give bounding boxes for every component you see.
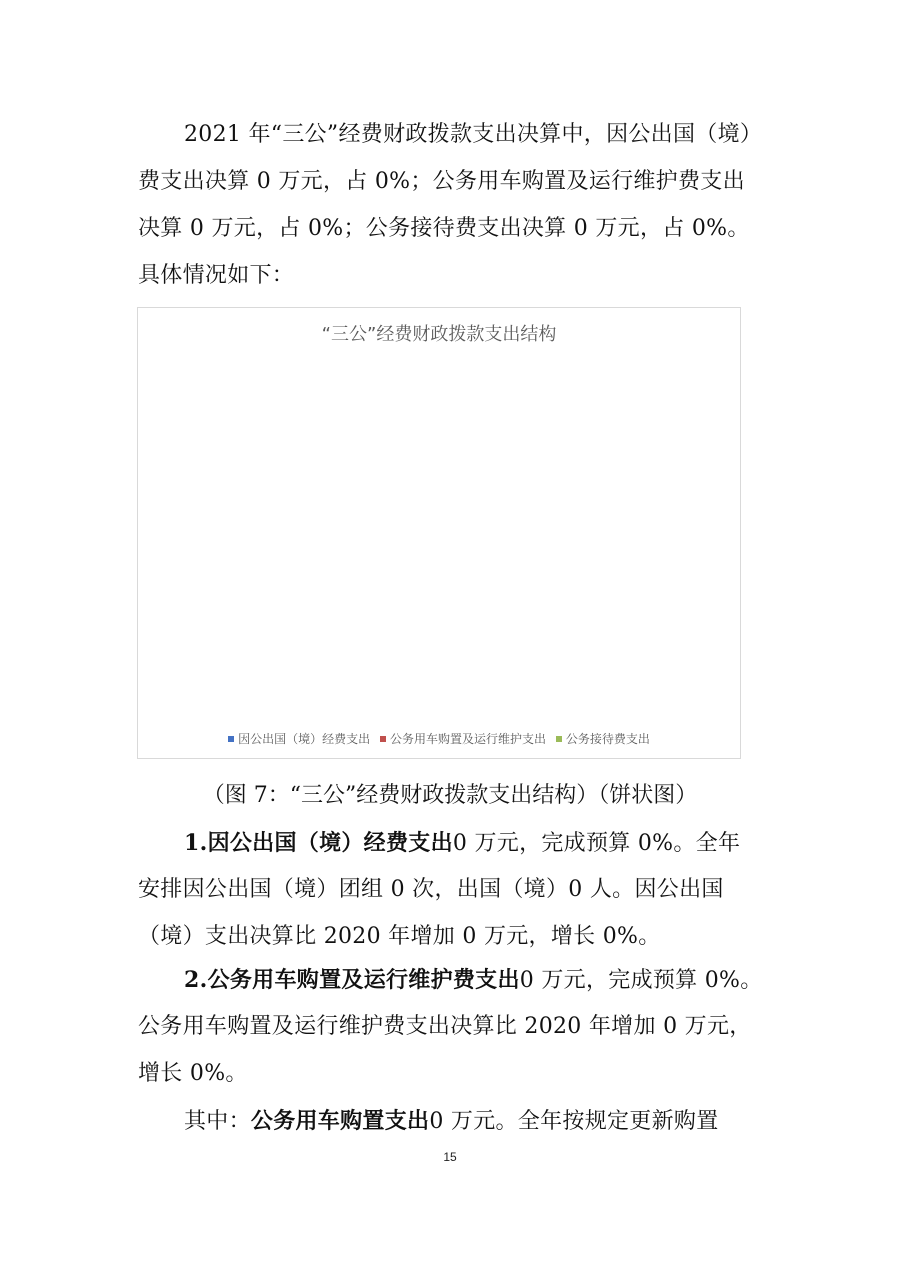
legend-swatch (380, 736, 386, 742)
section1-line-2: 安排因公出国（境）团组 0 次，出国（境）0 人。因公出国 (138, 877, 724, 902)
intro-line-2: 费支出决算 0 万元，占 0%；公务用车购置及运行维护费支出 (138, 169, 745, 194)
intro-line-3: 决算 0 万元，占 0%；公务接待费支出决算 0 万元，占 0%。 (138, 216, 750, 241)
section2-heading: 2.公务用车购置及运行维护费支出 (184, 967, 520, 993)
legend-item (228, 730, 370, 747)
page-number: 15 (443, 1150, 457, 1164)
chart-title: “三公”经费财政拨款支出结构 (321, 324, 557, 345)
legend-label: 因公出国（境）经费支出 (238, 732, 371, 746)
section1-line-1-rest: 0 万元，完成预算 0%。全年 (452, 831, 741, 856)
legend-swatch (556, 736, 562, 742)
legend-item (556, 730, 650, 747)
section3-heading: 公务用车购置支出 (250, 1108, 430, 1134)
section1-line-3: （境）支出决算比 2020 年增加 0 万元，增长 0%。 (138, 924, 661, 949)
section2-line-2: 公务用车购置及运行维护费支出决算比 2020 年增加 0 万元， (138, 1014, 752, 1039)
chart-legend (138, 730, 740, 747)
section1-line-1 (184, 829, 764, 858)
section3-prefix: 其中： (184, 1109, 251, 1134)
section1-heading: 1.因公出国（境）经费支出 (184, 830, 453, 856)
pie-plot-area (138, 348, 740, 728)
intro-line-1: 2021 年“三公”经费财政拨款支出决算中，因公出国（境） (184, 122, 763, 147)
section2-line-1-rest: 0 万元，完成预算 0%。 (519, 968, 763, 993)
intro-line-4: 具体情况如下： (138, 263, 295, 288)
legend-label: 公务接待费支出 (565, 732, 650, 746)
pie-chart (137, 307, 741, 759)
legend-item (380, 730, 546, 747)
section2-line-1 (184, 966, 764, 995)
section3-line-1-rest: 0 万元。全年按规定更新购置 (429, 1109, 719, 1134)
section2-line-3: 增长 0%。 (138, 1061, 248, 1086)
legend-label: 公务用车购置及运行维护支出 (389, 732, 546, 746)
legend-swatch (228, 736, 234, 742)
figure-caption: （图 7：“三公”经费财政拨款支出结构）（饼状图） (202, 783, 698, 808)
section3-line-1 (184, 1107, 764, 1136)
